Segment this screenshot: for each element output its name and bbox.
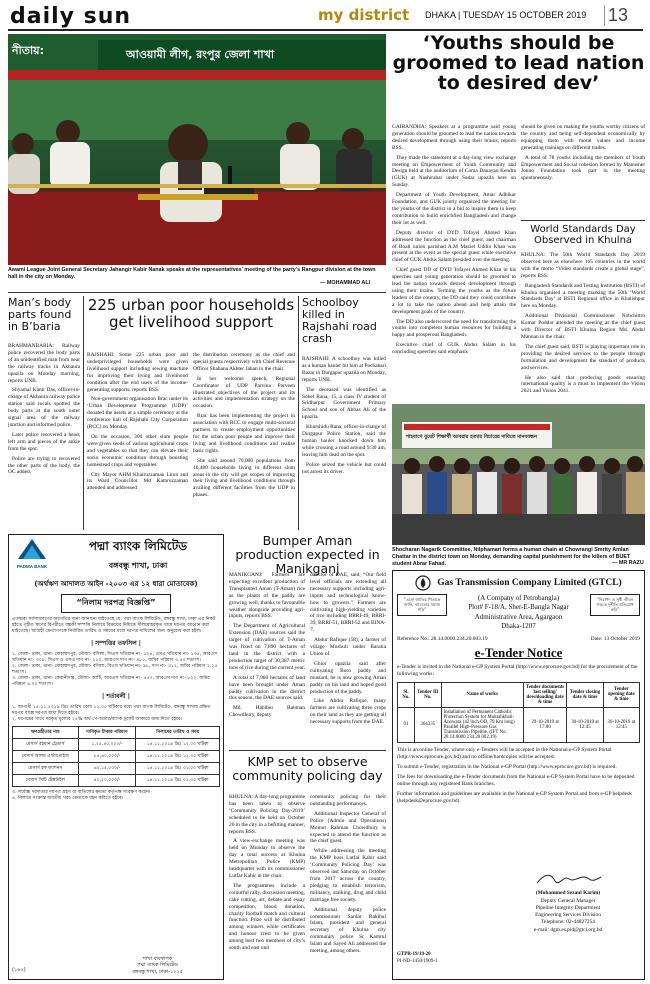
paragraph: Deputy director of DYD Tofayel Ahmed Khan addressed the function as the chief guest, and chairman of Boali union parishad A.M Maziel Uddin Khan was present at the event as the special guest while executive chief of GUK Abdus Salam presided over the meeting.	[392, 229, 516, 264]
dateline: DHAKA | TUESDAY 15 OCTOBER 2019	[425, 10, 587, 20]
bumper-aman-col2	[310, 572, 386, 729]
table-cell: ১,২৫,৪০,০০০/-	[78, 738, 136, 750]
table-cell: 29-10-2019 at 17:00	[523, 707, 567, 742]
divider	[8, 292, 386, 293]
kmp-col1	[229, 794, 305, 955]
column-header: ঋণগ্রহীতার নাম	[13, 726, 79, 738]
youth-col1	[392, 124, 516, 359]
page-number: 13	[604, 5, 628, 26]
tender-signature	[498, 871, 638, 934]
signer-title: Deputy General Manager	[540, 897, 596, 904]
column-divider	[83, 296, 84, 530]
paragraph: Brac has been implementing the project in association with RCC to engage multi-sectoral partners to create employment opportunities for the urban poor people and improve their living and livelihood conditions and realise basic rights.	[193, 413, 295, 454]
schedule-title: | সম্পত্তির তফসিল |	[91, 639, 141, 647]
tender-table	[397, 682, 640, 743]
footer-code: PI-ND-1450/1909-1	[397, 959, 438, 964]
paragraph: community policing for their outstanding performances.	[310, 794, 386, 807]
signer-dept: Engineering Services Division	[535, 912, 601, 919]
company-sub: (A Company of Petrobangla)	[477, 594, 560, 602]
column-header: নিলামের তারিখ ও সময়	[136, 726, 220, 738]
paragraph: Police are trying to recovered the other parts of the body, the OC added.	[8, 455, 80, 476]
signer-name: (Mohammed Sezaul Karim)	[535, 890, 601, 897]
table-row	[13, 762, 220, 774]
loan-table	[12, 726, 220, 787]
paragraph: Police seized the vehicle but could not arrest its driver.	[302, 461, 386, 475]
paragraph: Md. Habibur Rahman Chowdhury, deputy	[229, 705, 305, 719]
paragraph: Additional deputy police commissioner Sardar Rakibul Islam, president and general secretary of Khulna city community police Sr Kamrul Islam and Sayed Ali addressed the meeting, among others.	[310, 906, 386, 955]
mans-body-headline: Man’s body parts found in B’baria	[8, 296, 72, 334]
tender-title: e-Tender Notice	[474, 644, 563, 660]
bank-name: পদ্মা ব্যাংক লিমিটেড	[88, 539, 188, 553]
paragraph: Additional Divisional Commissioner Nobchittro Kumar Poddar attended the meeting as the chief guest with Director of BSTI Khulna Region Md. Abdul Mannan in the chair.	[521, 313, 645, 340]
paragraph: City Mayor AHM Khairuzzaman Liton and its Ward Councillor Md Kamruzzaman attended and addressed	[87, 471, 188, 492]
table-cell: Installation of Permanent Cathodic Protection System for Muktahkhali-Anowara (42 inch OD, 79 Km long) Parallel High-Pressure Gas Transmission Pipeline. (IFT No. 28.14.0000.234.20.002.19)	[441, 707, 523, 742]
human-chain-banner-text: শাহবাগে বুয়েট শিক্ষার্থী আবরার হত্যার বিচারের দাবিতে মানববন্ধন	[406, 434, 537, 440]
mans-body-body	[8, 343, 80, 479]
notice-title: “নিলাম দরপত্র বিজ্ঞপ্তি”	[61, 594, 171, 613]
table-row	[13, 774, 220, 786]
paragraph: Abdur Rafique (58), a farmer of village Moshuli under Baratia Union of	[310, 637, 386, 657]
banner-text-left: নীতায়:	[12, 44, 45, 57]
paragraph: Executive chief of GUK Abdus Salam in his concluding speeches said emphasis	[392, 342, 516, 356]
table-cell: ১৪.১১.২০১৯ খ্রিঃ ১২.০০ ঘটিকা	[136, 738, 220, 750]
slogan-box-right: “নিরাপদ ও সুখী জীবন গড়তে দুর্নীতি প্রতিরোধ করি”	[590, 594, 640, 616]
paragraph: director of DAE, said, “Our field level officials are extending all necessary supports including agri-inputs and technological know-how to growers.” Farmers are cultivating high-yielding varieties of rice including BRRI-49, BRRI-39, BRRI-51, BRRI-52 and BINA-7.	[310, 572, 386, 634]
paragraph: Department of Youth Development, Amar Adhikar Foundation, and GUK jointly organized the meeting for the youths of the district in a bid to inspire them in keep contribution to build enrichfied Bangladesh and change their lot as well.	[392, 192, 516, 226]
bank-signature	[132, 956, 183, 976]
table-header-row	[13, 726, 220, 738]
table-cell: 01	[398, 707, 415, 742]
bank-logo	[12, 538, 52, 569]
schedule-list	[12, 652, 220, 688]
banner-text: আওয়ামী লীগ, রংপুর জেলা শাখা	[126, 48, 275, 61]
section-name: my district	[318, 6, 410, 24]
schedule-item: ২. জেলা- ঢাকা, থানা- মোহাম্মদপুর, মৌজা- বসিলা, বিএস খতিয়ান নং- ৯৮, দাগ নং- ৩১২, জমির পরিমাণ ২.২৫ শতাংশ।	[12, 663, 218, 675]
rally-photo-image	[8, 34, 386, 265]
paragraph: RAJSHAHI: A schoolboy was killed as a human hauler hit him at Pochabari Bazar in Durgapur upazila on Monday, reports UNB.	[302, 356, 386, 383]
notice-subheading: (অর্থঋণ আদালত আইন -২০০৩ এর ১২ ধারা মোতাবেক)	[34, 580, 198, 588]
tender-note: To submit e-Tender, registration in the National e-GP Portal (http://www.eprocure.gov.bd) is required.	[397, 763, 617, 770]
table-row	[13, 750, 220, 762]
schedule-item: ১. জেলা- ঢাকা, থানা- মোহাম্মদপুর, মৌজা- বসিলা, সিএস খতিয়ান নং- ১২৪, এসএ খতিয়ান নং- ১৩৫, আরএস খতিয়ান নং- ৩০৮, সিএস ও এসএ দাগ নং- ২১০, আরএস দাগ নং- ৪৮৫, জমির পরিমাণ ৩.৫০ শতাংশ।	[12, 651, 218, 663]
column-header: Sl. No.	[398, 682, 415, 707]
signature-org: পদ্মা ব্যাংক লিমিটেড	[137, 962, 178, 968]
bank-branch: বঙ্গবন্ধু শাখা, ঢাকা	[108, 561, 168, 570]
condition-item: ৩. সর্বোচ্চ দরদাতার দরপত্র গ্রহণ বা বাতিলের ক্ষমতা কর্তৃপক্ষ সংরক্ষণ করেন।	[12, 789, 151, 795]
slogan-box-left: “এসো জাতির পিতাকে জানি, ন্যায্যতার সমাজ গড়ি”	[397, 594, 447, 616]
human-chain-caption: Shocharan Nagarik Committee, Nilphamari forms a human chain at Chowrangi Smrity Amlan Chattar in the district town on Monday, demanding capital punishment for the killers of BUET student Abrar Fahad.	[392, 547, 631, 567]
human-chain-credit: — MR RAZU	[612, 560, 644, 566]
table-cell: 30-10-2019 at 12:45	[603, 707, 639, 742]
tender-note: The fees for downloading the e-Tender documents from the National e-GP System Portal have to be deposited online through any registered Bank branches.	[397, 773, 635, 787]
signer-phone: Telephone: 02-44827254	[541, 919, 595, 926]
youth-col2	[521, 124, 645, 185]
table-cell: 364335	[414, 707, 441, 742]
newspaper-name: daily sun	[10, 4, 132, 29]
paragraph: BRAHMANBARIA: Railway police recovered the body parts of an unidentified man from near the railway tracks in Akhaura upazila on Monday morning, reports UNB.	[8, 343, 80, 384]
paragraph: Ghior upazila said after cultivating Boro paddy and mustard, he is now growing Aman paddy on his land and hoped good production of the paddy.	[310, 660, 386, 695]
column-header: Tender documents last selling/ downloading date & time	[523, 682, 567, 707]
gtcl-logo-icon	[415, 575, 431, 591]
urban-poor-headline: 225 urban poor households get livelihood support	[87, 296, 295, 331]
bank-auction-notice	[8, 534, 224, 980]
paragraph: While addressing the meeting the KMP boss Lutfal Kabir said ‘Community Policing Day’ was observed last Saturday on October from 2017 across the country, pledging to establish terrorism, militancy, stalking, drug and child marriage free society.	[310, 848, 386, 903]
standards-headline: World Standards Day Observed in Khulna	[530, 224, 636, 246]
paragraph: Later police recovered a head, left arm and pieces of the ankle from the spot.	[8, 431, 80, 452]
reference-number: Reference No.: 28.14.0000.234.20.003.19	[397, 635, 488, 642]
conditions-title: | শর্তাবলী |	[102, 692, 130, 700]
paragraph: KHULNA: The 50th World Standards Day 2019 observed here as elsewhere 165 countries in the world with the motto “Video standards create a global stage”, reports BSS.	[521, 252, 645, 279]
masthead-rule	[8, 29, 643, 31]
column-header: দাবিকৃত টাকার পরিমাণ	[78, 726, 136, 738]
paragraph: A view-exchange meeting was held on Monday to observe the day a total success at Khulna Metropolitan Police (KMP) headquarter with its commissioner Lutfar Kabir in the chair.	[229, 838, 305, 879]
table-cell: ১৪.১১.২০১৯ খ্রিঃ ০১.৩০ ঘটিকা	[136, 774, 220, 786]
signer-dept: Pipeline Integrity Department	[535, 904, 601, 911]
table-cell: ৪০,২০,০০০/-	[78, 774, 136, 786]
tender-header	[397, 575, 640, 591]
column-header: Tender closing date & time	[567, 682, 603, 707]
paragraph: On the occasion, 300 other slum people were given seeds of various agricultural crops and vegetables so that they can elevate their socio economic condition through boosting homestead crops and vegetables.	[87, 433, 188, 468]
paragraph: They made the statement at a day-long view exchange meeting on Empowerment of Youth Community and Design held at the auditorium of Coma Danayan Kendra (GUK) at Nashirabar under Sadar upazila here on Sunday.	[392, 154, 516, 189]
kmp-headline: KMP set to observe community policing day	[232, 754, 383, 783]
table-cell: ৮৫,৬০,০০০/-	[78, 750, 136, 762]
table-row	[13, 738, 220, 750]
table-row	[398, 707, 640, 742]
signer-email: e-mail: dgm.es.pid@gtcl.org.bd	[533, 926, 603, 933]
paragraph: The Department of Agricultural Extension (DAE) sources said the target of cultivation of T-Aman was fixed on 7,890 hectares of land in the district with a production target of 30,387 metric tons of rice during the current year.	[229, 623, 305, 671]
signature-scribble	[533, 871, 603, 887]
rally-photo-credit: — MOHAMMAD ALI	[320, 280, 371, 286]
schoolboy-body	[302, 356, 386, 479]
urban-poor-col2	[193, 352, 295, 502]
bumper-aman-headline: Bumper Aman production expected in Manikganj	[235, 533, 380, 576]
conditions-list-2	[12, 790, 220, 802]
divider	[229, 750, 386, 751]
table-header-row	[398, 682, 640, 707]
tender-notes	[397, 747, 640, 805]
padma-bank-logo-icon	[17, 538, 47, 560]
column-header: Name of works	[441, 682, 523, 707]
paragraph: The DD also underscored the need for transforming the youths into competent human resources for building a happy and prosperous Bangladesh.	[392, 318, 516, 339]
address-line: Plot# F-18/A, Sher-E-Bangla Nagar	[468, 603, 569, 612]
footer-code: GTPR-19/19-20	[397, 952, 431, 957]
table-cell: ১৪.১১.২০১৯ খ্রিঃ ০১.০০ ঘটিকা	[136, 762, 220, 774]
paragraph: MANIKGANJ: Farmers are expecting excellent production of Transplanted Aman (T-Aman) rice as the plants of the paddy are growing well, thanks to favourable weather alongside providing agri-inputs, reports BSS.	[229, 572, 305, 620]
company-name: Gas Transmission Company Limited (GTCL)	[437, 578, 622, 588]
paragraph: Shyamal Kanti Das, officer-in-charge of Akhaura railway police station said locals spotted the body parts at the south outer signal area of the railway junction and informed police.	[8, 387, 80, 428]
schoolboy-headline: Schoolboy killed in Rajshahi road crash	[302, 296, 377, 346]
human-chain-photo-image	[392, 404, 645, 545]
notice-date: Date: 13 October 2019	[590, 635, 640, 642]
paragraph: In her welcome speech, Regional Coordinator of UDP Parvina Parveen illustrated objectives of the project and its activities and implementation strategy on the occasion.	[193, 375, 295, 410]
paragraph: Bangladesh Standards and Testing Institution (BSTI) of Khulna organised a meeting marking the 50th ‘World Standards Day’ at BSTI Regional office in Khalishpur here on Monday.	[521, 282, 645, 310]
tender-intro: e-Tender is invited in the National e-GP System Portal (http://www.eprocure.gov.bd) for the procurement of the following works:	[397, 663, 638, 677]
human-chain-photo	[392, 404, 645, 545]
tender-note: Further information and guidelines are available in the National e-GP System Portal and from e-GP helpdesk (helpdesk@eprocure.gov.bd).	[397, 790, 632, 804]
paragraph: GAIBANDHA: Speakers at a programme said young generation should be groomed to lead the nation towards desired development through using their brains, reports BSS.	[392, 124, 516, 151]
condition-item: ৪. নিলামে সংক্রান্ত যাবতীয় খরচ ক্রেতাকে বহন করিতে হইবে।	[12, 795, 124, 801]
table-cell: ৬২,১৫,০০০/-	[78, 762, 136, 774]
signature-branch: বঙ্গবন্ধু শাখা, ঢাকা-১২১৫	[132, 968, 183, 975]
bank-logo-label: PADMA BANK	[16, 564, 48, 569]
table-cell: 30-10-2019 at 12:45	[567, 707, 603, 742]
paragraph: Additional Inspector General of Police (Admin and Operations) Moinur Rahman Chowdhury is expected to attend the function as the chief guest.	[310, 810, 386, 845]
column-header: Tender ID No.	[414, 682, 441, 707]
paragraph: the distribution ceremony as the chief and special guests respectively with Chief Revenue Officer Shahana Akhter Jahan in the chair.	[193, 352, 295, 372]
column-header: Tender opening date & time	[603, 682, 639, 707]
table-cell: মেসার্স আলম এন্টারপ্রাইজ	[13, 750, 79, 762]
condition-item: ১. আগামী ১৪.১১.২০১৯ খ্রিঃ তারিখ বেলা ১২.০০ ঘটিকার মধ্যে পদ্মা ব্যাংক লিমিটেড, বঙ্গবন্ধু শাখায় রক্ষিত দরপত্র বাক্সে দরপত্র জমা দিতে হইবে।	[12, 704, 211, 716]
bumper-aman-col1	[229, 572, 305, 722]
paragraph: KHULNA: A day-long programme has been taken to observe ‘Community Policing Day-2019’ scheduled to be held on October 26 in the city in a befitting manner, reports BSS.	[229, 794, 305, 835]
paragraph: The deceased was identified as Sohel Rana, 15, a class IV student of Sridharpur Government Primary School and son of Abbas Ali of the upazila.	[302, 386, 386, 421]
paragraph: Chief guest DD of DYD Tofayel Ahmed Khan in his speeches said young generation should be groomed to lead the nation towards desired development through using their brains. Terming the youths as the future leaders of the country, the DD said they could contribute a lot to take the nation ahead and help attain the development goals of the country.	[392, 267, 516, 315]
address-line: Dhaka-1207	[501, 622, 536, 631]
urban-poor-col1	[87, 352, 188, 495]
paragraph: He also said that producing goods ensuring international quality is a must to implement the Vision 2021 and Vision 2041.	[521, 374, 645, 395]
paragraph: She said around 70,000 populations from 16,480 households living in different slum areas in the city will get scopes of improving their living and livelihood conditions through availing different facilities from the UDP in phases.	[193, 457, 295, 499]
conditions-list	[12, 705, 220, 723]
gtcl-tender-notice	[392, 570, 645, 980]
rally-photo	[8, 34, 386, 265]
standards-body	[521, 252, 645, 398]
signature-role: শাখা ব্যবস্থাপক	[142, 955, 173, 962]
kmp-col2	[310, 794, 386, 958]
paragraph: A total of 78 youths including the members of Youth Empowerment and Social cohesion formed by Manusher Jonno Foundation took part in the meeting spontaneously.	[521, 154, 645, 182]
rally-photo-caption: Awami League Joint General Secretary Jahangir Kabir Nanak speaks at the representatives’ meeting of the party’s Rangpur division at the town hall in the city on Monday.	[8, 267, 376, 280]
paragraph: RAJSHAHI: Some 225 urban poor and underprivileged households were given livelihood support including sewing machine for improving their living and livelihood condition after the end users of the income-generating supports, reports BSS.	[87, 352, 188, 393]
ad-code: (১৬২)	[12, 967, 26, 973]
schedule-item: ৩. জেলা- ঢাকা, থানা- কেরানীগঞ্জ, মৌজা- আটি, আরএস খতিয়ান নং- ৫৫০, আরএস দাগ নং- ৮২২, জমির পরিমাণ ৪.০০ শতাংশ।	[12, 675, 210, 687]
paragraph: A total of 7,960 hectares of land have been brought under Aman paddy cultivation in the district this season, the DAE sources said.	[229, 674, 305, 702]
paragraph: The chief guest said, BSTI is playing important role in providing the desired services to the people through formulation and development the standard of products and services.	[521, 343, 645, 371]
youth-headline: ‘Youths should be groomed to lead nation to desired dev’	[392, 32, 645, 94]
table-cell: মেসার্স সিটি টেক্সটাইল	[13, 774, 79, 786]
paragraph: Like Abdur Rafique, many farmers are cultivating three crops on their land as they are getting all necessary supports from the DAE.	[310, 698, 386, 726]
table-cell: মেসার্স রহমান ট্রেডার্স	[13, 738, 79, 750]
divider	[521, 220, 645, 221]
paragraph: Non-government organisation Brac under its ‘Urban Development Programme (UDP)’ donated the assets at a simple ceremony at the conference hall of Rajshahi City Corporation (RCC) on Monday.	[87, 396, 188, 431]
address-line: Administrative Area, Agargaon	[474, 612, 563, 621]
table-cell: ১৪.১১.২০১৯ খ্রিঃ ১২.৩০ ঘটিকা	[136, 750, 220, 762]
table-cell: মেসার্স হক ফ্যাশনস	[13, 762, 79, 774]
column-divider	[298, 296, 299, 530]
paragraph: Khurshidu Rana, officer-in-charge of Durgapur Police Station, said the human hauler knocked down him while crossing a road around 9:30 am, leaving him dead on the spot.	[302, 424, 386, 458]
paragraph: should be given on making the youths worthy citizens of the country and being self-dependent economically by equipping them with moral values and income generating trainings on different trades.	[521, 124, 645, 151]
paragraph: The programmes include a colourful rally, discussion meeting, cake cutting, art, debate and essay competition, blood donation, charity football match and cultural function. Prize will be distributed among winners while certificates and honour crest to be given among best two members of city’s south and east unit	[229, 882, 305, 952]
tender-note: This is an online Tender, where only e-Tenders will be accepted in the National e-GP System Portal (http://www.eprocure.gov.bd) and no offline/hardcopies will be accepted.	[397, 746, 612, 760]
condition-item: ২. দরপত্রের সাথে দরকৃত মূল্যের ২৫% অর্থ পে-অর্ডার/ব্যাংক ড্রাফট আকারে জমা দিতে হইবে।	[12, 716, 183, 722]
notice-intro: এতদ্বারা সর্বসাধারণের অবগতির জন্য জানানো যাইতেছে যে, পদ্মা ব্যাংক লিমিটেড, বঙ্গবন্ধু শাখা, ঢাকা এর নিকট হইতে গৃহীত ঋণের বিপরীতে বন্ধকী সম্পত্তি নিলামে বিক্রয়ের নিমিত্তে সীলমোহরকৃত খামে দরপত্র আহ্বান করা যাইতেছে। আগ্রহী ক্রেতাগণকে নির্ধারিত তারিখ ও সময়ের মধ্যে দরপত্র দাখিলের জন্য অনুরোধ করা হইল।	[12, 617, 216, 634]
